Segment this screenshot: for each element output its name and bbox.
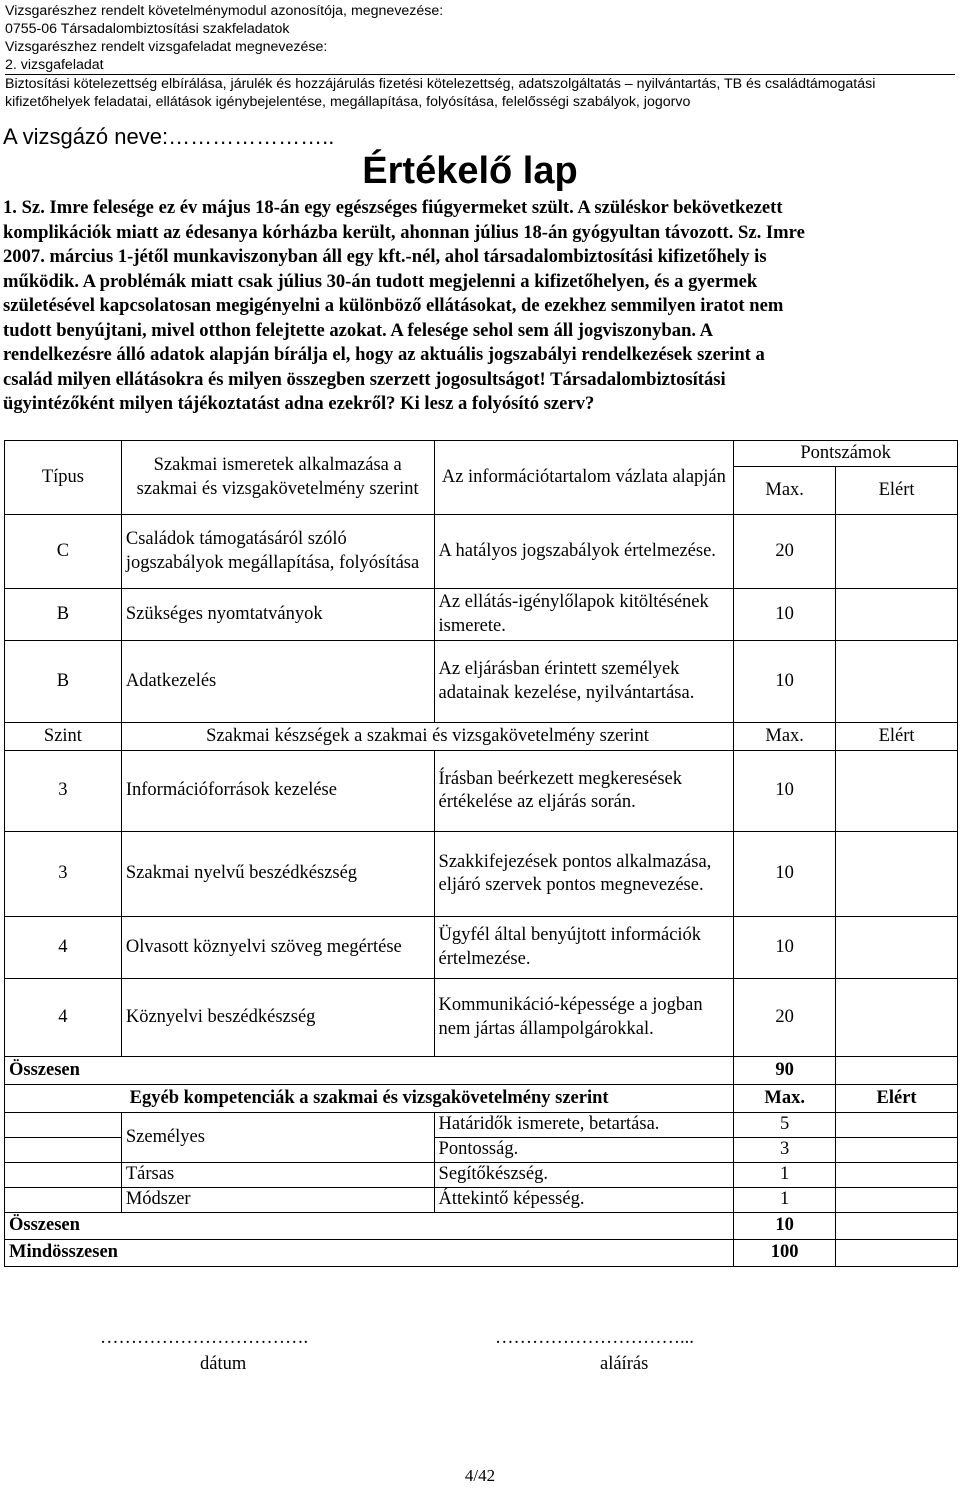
examinee-name-field: A vizsgázó neve:………………….. — [3, 124, 335, 149]
knowledge-cell: Családok támogatásáról szóló jogszabályok megállapítása, folyósítása — [121, 515, 434, 589]
task-line: 2007. március 1-jétől munkaviszonyban áll egy kft.-nél, ahol társadalombiztosítási kifizetőhely is — [3, 246, 767, 267]
header-line: 0755-06 Társadalombiztosítási szakfeladatok — [5, 21, 290, 38]
info-cell: A hatályos jogszabályok értelmezése. — [434, 515, 734, 589]
page-header — [5, 2, 955, 112]
grand-total-row — [5, 1240, 958, 1267]
table-row — [5, 1188, 958, 1213]
task-line: rendelkezésre álló adatok alapján bírálja el, hogy az aktuális jogszabályi rendelkezések szerint a — [3, 344, 765, 365]
max-cell: 20 — [734, 979, 836, 1057]
task-line: tudott benyújtani, mivel otthon felejtette azokat. A felesége sehol sem áll jogviszonyban. A — [3, 319, 714, 341]
table-row — [5, 641, 958, 723]
achieved-cell[interactable] — [836, 917, 958, 979]
achieved-cell[interactable] — [836, 1138, 958, 1163]
knowledge-cell: Szükséges nyomtatványok — [121, 589, 434, 641]
other-header: Egyéb kompetenciák a szakmai és vizsgakövetelmény szerint — [5, 1085, 734, 1113]
task-line: működik. A problémák miatt csak július 30-án tudott megjelenni a kifizetőhelyen, és a gyermek — [3, 270, 758, 292]
header-line: Biztosítási kötelezettség elbírálása, járulék és hozzájárulás fizetési kötelezettség, adatszolgáltatás – nyilvántartás, TB és családtámogatási — [5, 76, 876, 93]
type-cell: B — [5, 641, 122, 723]
table-row — [5, 515, 958, 589]
subtotal-row — [5, 1213, 958, 1240]
competence-cell: Pontosság. — [434, 1138, 734, 1163]
signature-label: aláírás — [600, 1354, 649, 1374]
header-line: Vizsgarészhez rendelt követelménymodul azonosítója, megnevezése: — [5, 3, 444, 19]
level-cell: 4 — [5, 979, 122, 1057]
max-cell: 10 — [734, 589, 836, 641]
total-achieved[interactable] — [836, 1057, 958, 1085]
info-cell: Ügyfél által benyújtott információk értelmezése. — [434, 917, 734, 979]
achieved-header: Elért — [836, 723, 958, 751]
achieved-header: Elért — [836, 1085, 958, 1113]
max-cell: 5 — [734, 1113, 836, 1138]
total-label: Összesen — [5, 1213, 734, 1240]
total-achieved[interactable] — [836, 1213, 958, 1240]
header-line: kifizetőhelyek feladatai, ellátások igénybejelentése, megállapítása, folyósítása, felelősségi szabályok, jogorvo — [5, 94, 691, 111]
achieved-cell[interactable] — [836, 1163, 958, 1188]
competence-cell: Segítőkészség. — [434, 1163, 734, 1188]
achieved-cell[interactable] — [836, 641, 958, 723]
achieved-cell[interactable] — [836, 751, 958, 832]
achieved-cell[interactable] — [836, 1188, 958, 1213]
max-header: Max. — [734, 467, 836, 515]
type-header: Típus — [5, 441, 122, 515]
table-row — [5, 1113, 958, 1138]
info-cell: Kommunikáció-képessége a jogban nem jártas állampolgárokkal. — [434, 979, 734, 1057]
table-row — [5, 1163, 958, 1188]
max-cell: 20 — [734, 515, 836, 589]
type-cell: B — [5, 589, 122, 641]
date-label: dátum — [200, 1354, 247, 1374]
level-cell: 4 — [5, 917, 122, 979]
info-cell: Írásban beérkezett megkeresések értékelése az eljárás során. — [434, 751, 734, 832]
info-header: Az információtartalom vázlata alapján — [434, 441, 734, 515]
date-dots: ……………………………. — [100, 1328, 309, 1348]
table-row — [5, 917, 958, 979]
category-cell: Társas — [121, 1163, 434, 1188]
max-cell: 10 — [734, 832, 836, 917]
points-header: Pontszámok — [734, 441, 958, 467]
level-cell: 3 — [5, 751, 122, 832]
skills-header: Szakmai készségek a szakmai és vizsgakövetelmény szerint — [121, 723, 733, 751]
max-cell: 10 — [734, 641, 836, 723]
signature-dots: …………………………... — [495, 1328, 694, 1348]
task-line: születésével kapcsolatosan megigényelni a különböző ellátásokat, de ezekhez semmilyen iratot nem — [3, 295, 784, 316]
achieved-cell[interactable] — [836, 515, 958, 589]
total-max: 90 — [734, 1057, 836, 1085]
skill-cell: Olvasott köznyelvi szöveg megértése — [121, 917, 434, 979]
total-max: 10 — [734, 1213, 836, 1240]
info-cell: Szakkifejezések pontos alkalmazása, eljáró szervek pontos megnevezése. — [434, 832, 734, 917]
competence-cell: Határidők ismerete, betartása. — [434, 1113, 734, 1138]
max-cell: 1 — [734, 1188, 836, 1213]
level-cell: 3 — [5, 832, 122, 917]
max-cell: 10 — [734, 917, 836, 979]
category-cell: Személyes — [121, 1113, 434, 1163]
max-cell: 10 — [734, 751, 836, 832]
achieved-cell[interactable] — [836, 979, 958, 1057]
grand-total-achieved[interactable] — [836, 1240, 958, 1267]
skill-cell: Információforrások kezelése — [121, 751, 434, 832]
table-row — [5, 832, 958, 917]
page-number: 4/42 — [464, 1466, 496, 1485]
grand-total-max: 100 — [734, 1240, 836, 1267]
achieved-cell[interactable] — [836, 589, 958, 641]
grand-total-label: Mindösszesen — [5, 1240, 734, 1267]
page-title: Értékelő lap — [362, 150, 578, 192]
evaluation-table — [4, 440, 958, 1267]
header-line: 2. vizsgafeladat — [5, 57, 104, 74]
task-line: család milyen ellátásokra és milyen összegben szerzett jogosultságot! Társadalombiztosítási — [3, 368, 726, 390]
header-line: Vizsgarészhez rendelt vizsgafeladat megnevezése: — [5, 39, 328, 56]
knowledge-cell: Adatkezelés — [121, 641, 434, 723]
info-cell: Az ellátás-igénylőlapok kitöltésének ismerete. — [434, 589, 734, 641]
max-cell: 1 — [734, 1163, 836, 1188]
task-line: 1. Sz. Imre felesége ez év május 18-án egy egészséges fiúgyermeket szült. A szüléskor bekövetkezett — [3, 197, 783, 218]
knowledge-header: Szakmai ismeretek alkalmazása a szakmai és vizsgakövetelmény szerint — [121, 441, 434, 515]
achieved-cell[interactable] — [836, 832, 958, 917]
max-header: Max. — [734, 1085, 836, 1113]
task-line: komplikációk miatt az édesanya kórházba került, ahonnan július 18-án gyógyultan távozott. Sz. Imre — [3, 221, 805, 243]
level-header: Szint — [5, 723, 122, 751]
total-label: Összesen — [5, 1057, 734, 1085]
skill-cell: Köznyelvi beszédkészség — [121, 979, 434, 1057]
task-line: ügyintézőként milyen tájékoztatást adna ezekről? Ki lesz a folyósító szerv? — [3, 393, 595, 414]
achieved-header: Elért — [836, 467, 958, 515]
max-header: Max. — [734, 723, 836, 751]
table-row — [5, 751, 958, 832]
category-cell: Módszer — [121, 1188, 434, 1213]
skill-cell: Szakmai nyelvű beszédkészség — [121, 832, 434, 917]
competence-cell: Áttekintő képesség. — [434, 1188, 734, 1213]
max-cell: 3 — [734, 1138, 836, 1163]
table-row — [5, 979, 958, 1057]
table-row — [5, 589, 958, 641]
achieved-cell[interactable] — [836, 1113, 958, 1138]
task-description — [3, 196, 918, 417]
type-cell: C — [5, 515, 122, 589]
subtotal-row — [5, 1057, 958, 1085]
info-cell: Az eljárásban érintett személyek adatainak kezelése, nyilvántartása. — [434, 641, 734, 723]
